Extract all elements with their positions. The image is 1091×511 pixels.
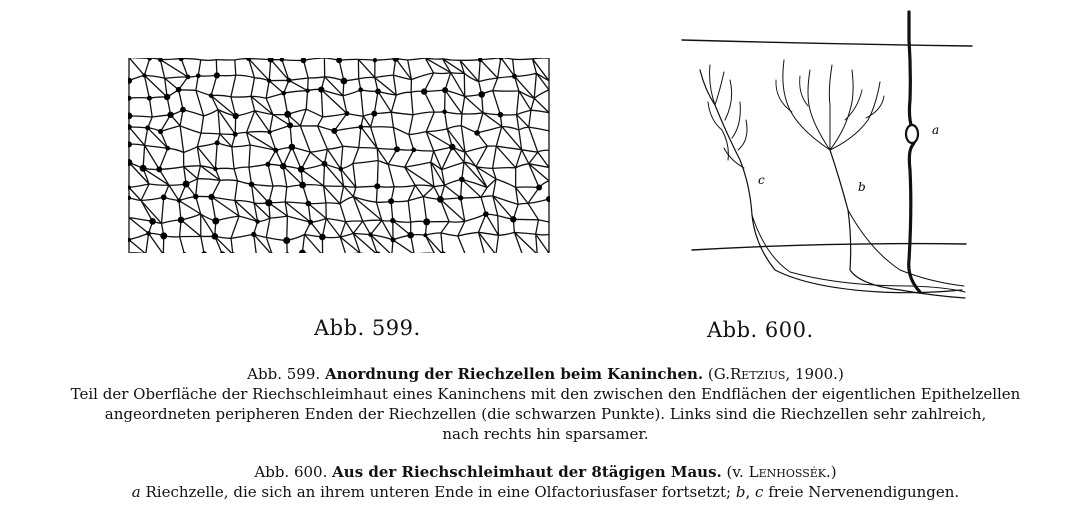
receptor-dot — [305, 201, 311, 207]
caption-600-letter-b: b — [735, 483, 746, 501]
receptor-dot — [474, 130, 480, 136]
caption-599 — [0, 364, 1091, 444]
receptor-dot — [423, 218, 430, 225]
receptor-dot — [305, 89, 309, 93]
caption-599-body-line2: angeordneten peripheren Enden der Riechzellen (die schwarzen Punkte). Links sind die Riechzellen sehr zahlreich, — [104, 405, 987, 423]
receptor-dot — [128, 96, 132, 101]
receptor-dot — [390, 218, 395, 223]
caption-599-title: Anordnung der Riechzellen beim Kaninchen. — [324, 365, 704, 383]
receptor-dot — [265, 199, 272, 206]
figure-label-599: Abb. 599. — [314, 316, 421, 340]
receptor-dot — [459, 177, 465, 183]
receptor-dot — [128, 141, 132, 147]
receptor-dot — [458, 195, 463, 200]
receptor-dot — [147, 58, 152, 61]
receptor-dot — [158, 129, 163, 134]
caption-600-credit-open: (v. — [726, 463, 744, 481]
receptor-dot — [212, 233, 219, 240]
cell-mosaic-illustration — [128, 58, 550, 253]
caption-600 — [0, 462, 1091, 502]
caption-600-letter-c: c — [755, 483, 764, 501]
receptor-dot — [177, 198, 181, 202]
caption-600-a-text: Riechzelle, die sich an ihrem unteren Ende in eine Olfactoriusfaser fortsetzt; — [140, 483, 736, 501]
receptor-dot — [319, 234, 326, 241]
receptor-dot — [498, 112, 504, 118]
receptor-dot — [478, 91, 485, 98]
receptor-dot — [301, 58, 307, 63]
receptor-dot — [193, 194, 199, 200]
receptor-dot — [318, 87, 324, 93]
receptor-dot — [208, 194, 214, 200]
receptor-dot — [299, 182, 306, 189]
receptor-dot — [186, 75, 191, 80]
receptor-dot — [394, 146, 400, 152]
caption-600-letter-a: a — [131, 483, 141, 501]
receptor-dot — [255, 219, 259, 223]
figure-label-600: Abb. 600. — [707, 318, 814, 342]
receptor-dot — [299, 250, 306, 254]
caption-600-heading — [0, 462, 1091, 482]
receptor-dot — [322, 161, 328, 167]
receptor-dot — [156, 166, 162, 172]
caption-600-body — [0, 482, 1091, 502]
receptor-dot — [160, 232, 167, 239]
receptor-dot — [483, 211, 489, 217]
receptor-dot — [178, 217, 185, 224]
receptor-dot — [233, 113, 239, 119]
receptor-dot — [167, 112, 173, 118]
receptor-dot — [536, 185, 542, 191]
receptor-dot — [359, 125, 364, 130]
cell-boundary-path — [129, 58, 549, 253]
receptor-dot — [142, 73, 146, 77]
receptor-dot — [219, 251, 225, 253]
lower-boundary-line — [692, 244, 966, 250]
receptor-dot — [212, 218, 219, 225]
caption-599-prefix: Abb. 599. — [247, 365, 321, 383]
marker-a: a — [932, 123, 940, 137]
receptor-dot — [251, 232, 256, 237]
olfactory-cell-a-nucleus — [906, 125, 918, 143]
nerve-ending-b — [830, 150, 965, 298]
caption-599-credit-close: , 1900.) — [785, 365, 844, 383]
receptor-dot — [273, 148, 278, 153]
receptor-dot — [147, 96, 152, 101]
caption-599-body-line3: nach rechts hin sparsamer. — [442, 425, 649, 443]
receptor-dot — [368, 232, 372, 236]
caption-600-credit-close: .) — [825, 463, 837, 481]
receptor-dot — [388, 198, 394, 204]
receptor-dot — [407, 232, 414, 239]
receptor-dot — [161, 194, 167, 200]
receptor-dot — [374, 183, 380, 189]
receptor-dot — [371, 111, 377, 117]
receptor-dot — [196, 74, 201, 79]
receptor-dot — [510, 216, 516, 222]
receptor-dot — [145, 125, 150, 130]
cell-boundaries — [129, 58, 549, 253]
receptor-dot — [423, 233, 427, 237]
receptor-dot — [165, 146, 170, 151]
receptor-dot — [180, 107, 186, 113]
receptor-dot — [287, 122, 293, 128]
receptor-dot — [128, 113, 132, 120]
receptor-dot — [373, 58, 377, 62]
receptor-dot — [146, 231, 151, 236]
receptor-dot — [449, 144, 455, 150]
receptor-dot — [339, 167, 344, 172]
receptor-dot — [375, 89, 381, 95]
receptor-dot — [176, 87, 182, 93]
receptor-dot — [336, 58, 342, 63]
receptor-dot — [267, 79, 271, 83]
caption-600-bc-text: freie Nervenendigungen. — [763, 483, 960, 501]
receptor-dot — [287, 78, 292, 83]
marker-b: b — [858, 180, 866, 194]
receptor-dot — [331, 128, 337, 134]
receptor-dot — [391, 237, 396, 242]
caption-600-title: Aus der Riechschleimhaut der 8tägigen Maus. — [332, 463, 722, 481]
receptor-dot — [284, 111, 291, 118]
receptor-dot — [280, 163, 287, 170]
receptor-dot — [182, 252, 187, 253]
receptor-dot — [249, 182, 255, 188]
receptor-dot — [437, 196, 444, 203]
receptor-dot — [266, 162, 271, 167]
receptor-dot — [442, 87, 448, 93]
receptor-dot — [512, 74, 517, 79]
receptor-dot — [411, 148, 416, 153]
olfactory-mucosa-illustration — [680, 10, 980, 302]
receptor-dot — [546, 196, 550, 202]
caption-599-body-line1: Teil der Oberfläche der Riechschleimhaut eines Kaninchens mit den zwischen den Endflächen der eigentlichen Epithelzellen — [70, 385, 1021, 403]
receptor-dot — [281, 91, 286, 96]
caption-600-sep: , — [745, 483, 756, 501]
receptor-dot — [308, 220, 313, 225]
receptor-dot — [344, 111, 349, 116]
receptor-dot — [284, 252, 290, 253]
receptor-dot — [421, 88, 427, 94]
receptor-dot — [298, 166, 305, 173]
receptor-dot — [214, 72, 220, 78]
upper-boundary-line — [682, 40, 972, 46]
receptor-dot — [280, 58, 284, 62]
nerve-ending-c — [700, 70, 962, 293]
receptor-dot — [268, 130, 272, 134]
caption-599-credit-open: (G. — [707, 365, 730, 383]
caption-599-credit-name: Retzius — [730, 365, 786, 383]
marker-c: c — [758, 173, 765, 187]
caption-600-credit-name: Lenhossék — [748, 463, 826, 481]
receptor-dot — [140, 165, 147, 172]
receptor-dot — [128, 78, 132, 84]
receptor-dot — [283, 237, 290, 244]
receptor-dot — [201, 251, 207, 253]
receptor-dot — [341, 78, 348, 85]
caption-599-heading — [0, 364, 1091, 384]
receptor-dot — [213, 167, 217, 171]
receptor-dot — [128, 196, 131, 200]
receptor-dot — [164, 94, 170, 100]
receptor-dot — [183, 181, 190, 188]
receptor-dot — [358, 87, 363, 92]
receptor-dot — [215, 140, 220, 145]
caption-600-prefix: Abb. 600. — [254, 463, 328, 481]
olfactory-cell-a — [909, 12, 920, 292]
receptor-dot — [149, 218, 156, 225]
receptor-dot — [179, 58, 184, 61]
receptor-dot — [442, 109, 447, 114]
receptor-dot — [233, 132, 238, 137]
receptor-dot — [289, 144, 296, 151]
receptor-dot — [209, 93, 214, 98]
receptor-cell-dots — [128, 58, 550, 253]
